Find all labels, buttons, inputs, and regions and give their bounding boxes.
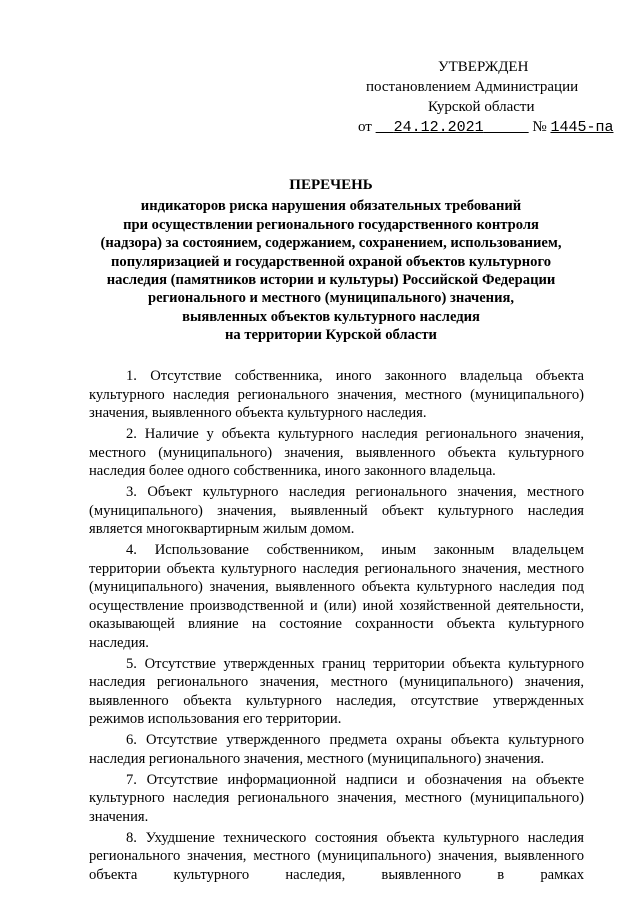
list-item: 2. Наличие у объекта культурного наследия регионального значения, местного (муниципального) значения, выявленного объекта культурного наследия более одного собственника, иного законного владельца. <box>89 425 584 480</box>
approval-line-1: постановлением Администрации <box>366 79 579 95</box>
approval-number: 1445-па <box>550 119 614 136</box>
title-line: регионального и местного (муниципального) значения, <box>147 290 515 307</box>
title-line: выявленных объектов культурного наследия <box>182 308 480 325</box>
title-line: индикаторов риска нарушения обязательных требований <box>140 198 522 215</box>
list-item: 4. Использование собственником, иным законным владельцем территории объекта культурного наследия регионального значения, местного (муниципального) значения, выявленного объекта культурного наследия под осуществление производственной и (или) иной хозяйственной деятельности, оказывающей влияние на состояние сохранности объекта культурного наследия. <box>89 541 584 651</box>
approval-status: УТВЕРЖДЕН <box>438 59 529 75</box>
list-item: 1. Отсутствие собственника, иного законного владельца объекта культурного наследия регионального значения, местного (муниципального) значения, выявленного объекта культурного наследия. <box>89 368 584 422</box>
list-item: 8. Ухудшение технического состояния объекта культурного наследия регионального значения, местного (муниципального) значения, выявленного объекта культурного наследия, выявленного в рамках <box>89 829 584 883</box>
approval-date: 24.12.2021 <box>393 119 484 136</box>
list-item: 3. Объект культурного наследия регионального значения, местного (муниципального) значения, выявленный объект культурного наследия является многоквартирным жилым домом. <box>89 483 584 538</box>
approval-date-row <box>358 118 613 137</box>
title-line: наследия (памятников истории и культуры) Российской Федерации <box>106 272 556 289</box>
title-line: при осуществлении регионального государственного контроля <box>123 216 539 233</box>
date-prefix: от <box>358 119 372 135</box>
title-heading: ПЕРЕЧЕНЬ <box>289 177 373 193</box>
title-line: популяризацией и государственной охраной объектов культурного <box>110 253 552 270</box>
indicator-list <box>89 367 584 887</box>
title-line: (надзора) за состоянием, содержанием, сохранением, использованием, <box>100 235 562 252</box>
list-item: 5. Отсутствие утвержденных границ территории объекта культурного наследия регионального значения, местного (муниципального) значения, выявленного объекта культурного наследия, отсутствие утвержденных режимов использования его территории. <box>89 655 584 728</box>
number-prefix: № <box>532 119 547 135</box>
title-line: на территории Курской области <box>225 327 437 344</box>
list-item: 7. Отсутствие информационной надписи и обозначения на объекте культурного наследия регионального значения, местного (муниципального) значения. <box>89 771 584 825</box>
document-title <box>78 176 584 345</box>
approval-line-2: Курской области <box>428 99 535 115</box>
list-item: 6. Отсутствие утвержденного предмета охраны объекта культурного наследия регионального значения, местного (муниципального) значения. <box>89 732 584 767</box>
